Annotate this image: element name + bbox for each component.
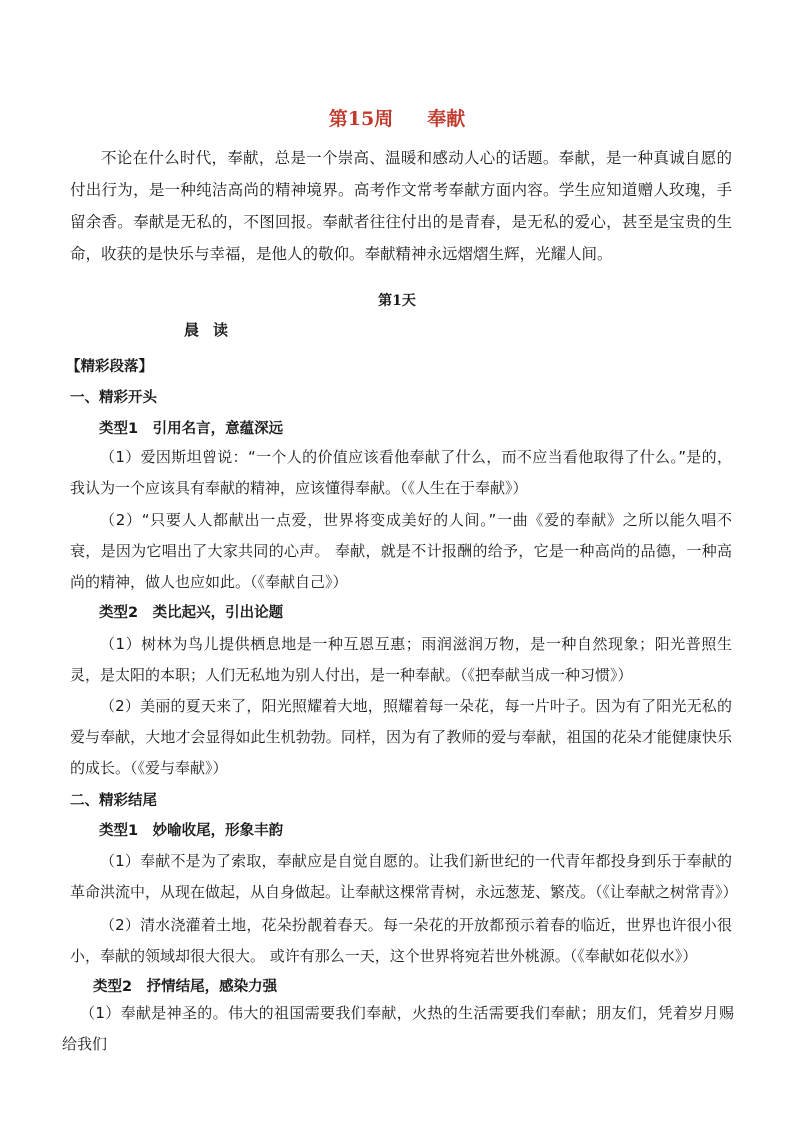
opening-type1-paragraph-1: （1）爱因斯坦曾说：“一个人的价值应该看他奉献了什么，而不应当看他取得了什么。”是的，我认为一个应该具有奉献的精神，应该懂得奉献。（《人生在于奉献》） — [70, 448, 732, 497]
section-label: 【精彩段落】 — [66, 359, 153, 375]
ending-type1-paragraph-2: （2）清水浇灌着土地，花朵扮靓着春天。每一朵花的开放都预示着春的临近，世界也许很小很小，奉献的领域却很大很大。 或许有那么一天，这个世界将宛若世外桃源。（《奉献如花似水》） — [70, 916, 732, 965]
day-heading: 第1天 — [378, 293, 416, 309]
ending-type2-heading: 类型2 抒情结尾，感染力强 — [93, 979, 278, 995]
opening-type1-paragraph-2: （2）“只要人人都献出一点爱，世界将变成美好的人间。”一曲《爱的奉献》之所以能久唱不衰，是因为它唱出了大家共同的心声。 奉献，就是不计报酬的给予，它是一种高尚的品德，一种高尚的精神，做人也应如此。（《奉献自己》） — [70, 511, 732, 591]
ending-heading: 二、精彩结尾 — [70, 793, 157, 809]
week-label: 第15周 — [328, 108, 394, 130]
ending-type2-paragraph-1: （1）奉献是神圣的。伟大的祖国需要我们奉献，火热的生活需要我们奉献；朋友们，凭着岁月赐给我们 — [62, 1004, 734, 1053]
topic-label: 奉献 — [427, 108, 466, 130]
opening-type2-paragraph-2: （2）美丽的夏天来了，阳光照耀着大地，照耀着每一朵花，每一片叶子。因为有了阳光无私的爱与奉献，大地才会显得如此生机勃勃。同样，因为有了教师的爱与奉献，祖国的花朵才能健康快乐的成长。（《爱与奉献》） — [70, 697, 732, 777]
opening-type2-paragraph-1: （1）树林为鸟儿提供栖息地是一种互恩互惠；雨润滋润万物，是一种自然现象；阳光普照生灵，是太阳的本职；人们无私地为别人付出，是一种奉献。（《把奉献当成一种习惯》） — [70, 635, 732, 684]
page-title — [0, 104, 794, 131]
opening-heading: 一、精彩开头 — [70, 390, 157, 406]
ending-type1-paragraph-1: （1）奉献不是为了索取，奉献应是自觉自愿的。让我们新世纪的一代青年都投身到乐于奉献的革命洪流中，从现在做起，从自身做起。让奉献这棵常青树，永远葱茏、繁茂。（《让奉献之树常青》） — [70, 852, 738, 901]
morning-reading-heading: 晨读 — [184, 321, 243, 339]
opening-type2-heading: 类型2 类比起兴，引出论题 — [99, 605, 284, 621]
ending-type1-heading: 类型1 妙喻收尾，形象丰韵 — [99, 823, 284, 839]
intro-paragraph: 不论在什么时代，奉献，总是一个崇高、温暖和感动人心的话题。奉献，是一种真诚自愿的付出行为，是一种纯洁高尚的精神境界。高考作文常考奉献方面内容。学生应知道赠人玫瑰，手留余香。奉献是无私的，不图回报。奉献者往往付出的是青春，是无私的爱心，甚至是宝贵的生命，收获的是快乐与幸福，是他人的敬仰。奉献精神永远熠熠生辉，光耀人间。 — [70, 149, 732, 263]
opening-type1-heading: 类型1 引用名言，意蕴深远 — [99, 421, 284, 437]
